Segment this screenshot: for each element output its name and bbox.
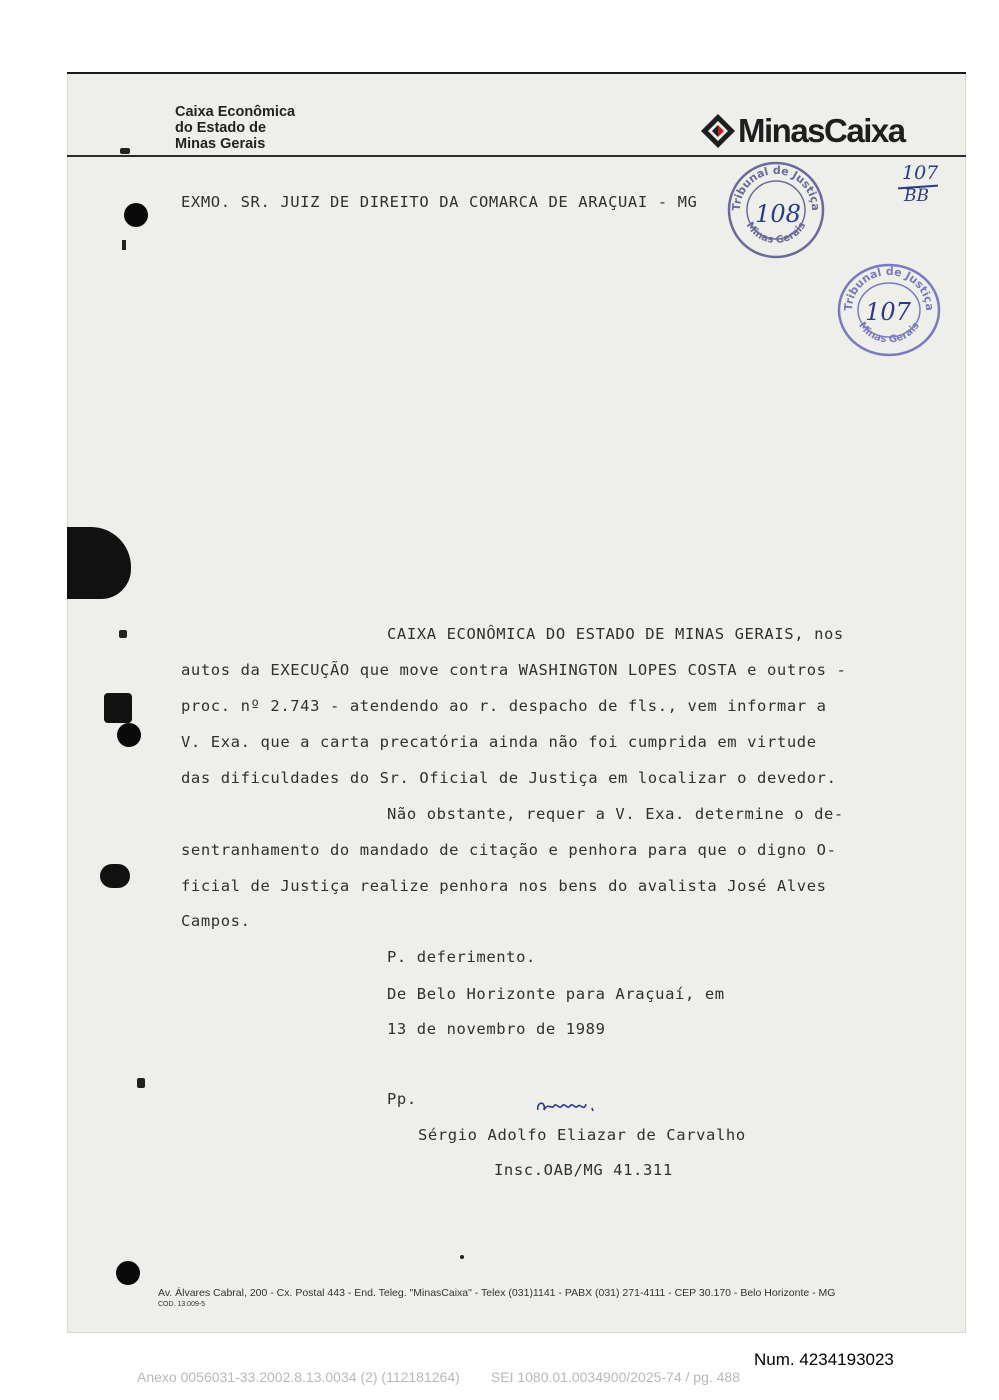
body-line: Campos. <box>181 912 251 930</box>
document-number: Num. 4234193023 <box>754 1350 894 1369</box>
closing-place: De Belo Horizonte para Araçuaí, em <box>387 985 725 1003</box>
letterhead-org-name <box>175 104 295 152</box>
body-line: proc. nº 2.743 - atendendo ao r. despacho de fls., vem informar a <box>181 697 827 715</box>
body-line: V. Exa. que a carta precatória ainda não foi cumprida em virtude <box>181 733 817 751</box>
punch-hole <box>124 203 148 227</box>
org-line: do Estado de <box>175 120 267 136</box>
court-stamp-107 <box>836 262 942 358</box>
closing-pp: Pp. <box>387 1090 417 1108</box>
form-code: COD. 13.009-5 <box>158 1301 206 1308</box>
binding-damage <box>104 693 132 723</box>
scan-speck <box>460 1255 464 1259</box>
body-line: ficial de Justiça realize penhora nos bens do avalista José Alves <box>181 877 827 895</box>
scan-speck <box>120 148 130 154</box>
body-line: sentranhamento do mandado de citação e penhora para que o digno O- <box>181 841 837 859</box>
signatory-oab: Insc.OAB/MG 41.311 <box>494 1161 673 1179</box>
page-top-edge <box>67 72 966 74</box>
stamp-top-text: Tribunal de Justiça <box>729 163 823 212</box>
letterhead-footer-address: Av. Álvares Cabral, 200 - Cx. Postal 443 - End. Teleg. "MinasCaixa" - Telex (031)1141 - PABX (031) 271-4111 - CEP 30.170 - Belo Horizonte - MG <box>158 1287 836 1299</box>
scan-speck <box>119 630 127 638</box>
court-stamp-108 <box>726 160 826 260</box>
punch-hole <box>117 723 141 747</box>
body-line: autos da EXECUÇÃO que move contra WASHINGTON LOPES COSTA e outros - <box>181 661 847 679</box>
stamp-handwritten-number: 107 <box>865 298 911 326</box>
scan-speck <box>137 1078 145 1088</box>
body-line: das dificuldades do Sr. Oficial de Justiça em localizar o devedor. <box>181 769 837 787</box>
header-rule <box>67 155 966 157</box>
closing-date: 13 de novembro de 1989 <box>387 1020 606 1038</box>
stamp-bottom-text: Minas Gerais <box>856 320 922 346</box>
handwritten-signature <box>534 1094 600 1120</box>
scan-speck <box>122 240 126 250</box>
signatory-name: Sérgio Adolfo Eliazar de Carvalho <box>418 1126 746 1144</box>
stamp-bottom-text: Minas Gerais <box>743 220 809 247</box>
stamp-top-text: Tribunal de Justiça <box>841 264 937 312</box>
binding-damage <box>100 864 130 888</box>
body-line: CAIXA ECONÔMICA DO ESTADO DE MINAS GERAIS, nos <box>387 625 844 643</box>
closing-deferimento: P. deferimento. <box>387 948 536 966</box>
handwritten-page-number: 107 <box>902 162 939 184</box>
org-line: Minas Gerais <box>175 136 266 152</box>
annex-reference: Anexo 0056031-33.2002.8.13.0034 (2) (112181264) SEI 1080.01.0034900/2025-74 / pg. 488 <box>137 1369 740 1385</box>
punch-hole <box>116 1261 140 1285</box>
diamond-logo-icon <box>700 113 736 149</box>
addressee-line: EXMO. SR. JUIZ DE DIREITO DA COMARCA DE ARAÇUAI - MG <box>181 193 698 211</box>
handwritten-page-note: BB <box>904 186 929 206</box>
body-line: Não obstante, requer a V. Exa. determine o de- <box>387 805 844 823</box>
stamp-handwritten-number: 108 <box>755 200 801 228</box>
org-line: Caixa Econômica <box>175 104 296 120</box>
minascaixa-logo <box>700 112 905 150</box>
logo-text: MinasCaixa <box>738 112 905 149</box>
